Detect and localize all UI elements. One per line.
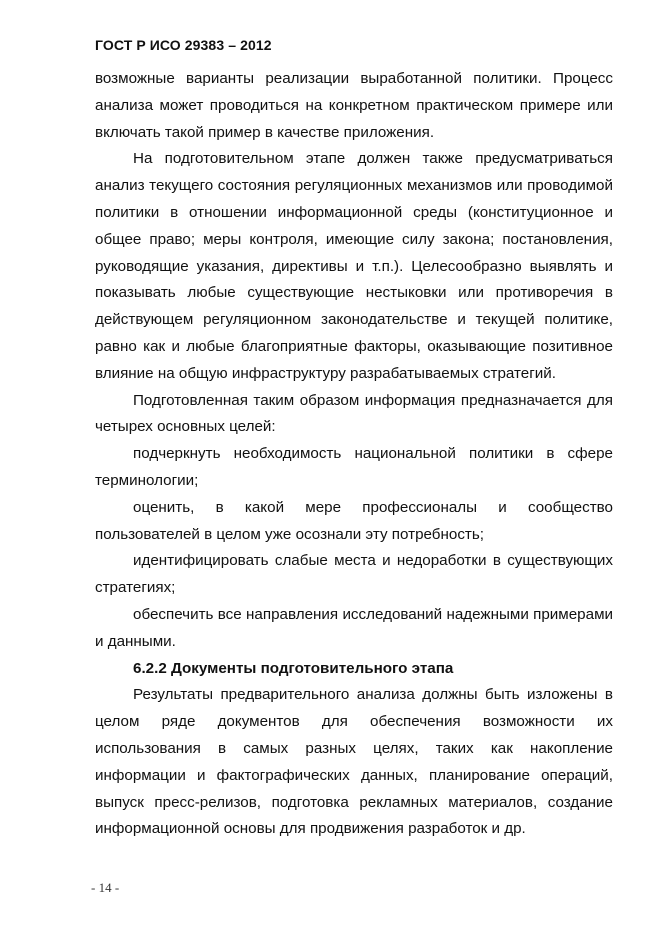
paragraph-purposes: Подготовленная таким образом информация предназначается для четырех основных целей: [95,391,613,436]
page-number: - 14 - [91,880,120,895]
section-heading: 6.2.2 Документы подготовительного этапа [133,659,454,677]
list-item-purpose-3: идентифицировать слабые места и недоработки в существующих стратегиях; [95,552,613,597]
paragraph-continuation: возможные варианты реализации выработанной политики. Процесс анализа может проводиться на конкретном практическом примере или включать такой пример в качестве приложения. [95,70,613,141]
paragraph-documents: Результаты предварительного анализа должны быть изложены в целом ряде документов для обеспечения возможности их использования в самых разных целях, таких как накопление информации и фактографических данных, планирование операций, выпуск пресс-релизов, подготовка рекламных материалов, создание информационной основы для продвижения разработок и др. [95,686,613,838]
list-item-purpose-4: обеспечить все направления исследований надежными примерами и данными. [95,605,613,650]
list-item-purpose-1: подчеркнуть необходимость национальной политики в сфере терминологии; [95,445,613,489]
document-header: ГОСТ Р ИСО 29383 – 2012 [95,37,272,53]
document-body [95,66,613,843]
list-item-purpose-2: оценить, в какой мере профессионалы и сообщество пользователей в целом уже осознали эту потребность; [95,498,613,543]
paragraph-analysis: На подготовительном этапе должен также предусматриваться анализ текущего состояния регуляционных механизмов или проводимой политики в отношении информационной среды (конституционное и общее право; меры контроля, имеющие силу закона; постановления, руководящие указания, директивы и т.п.). Целесообразно выявлять и показывать любые существующие нестыковки или противоречия в действующем регуляционном законодательстве и текущей политике, равно как и любые благоприятные факторы, оказывающие позитивное влияние на общую инфраструктуру разрабатываемых стратегий. [95,150,613,382]
